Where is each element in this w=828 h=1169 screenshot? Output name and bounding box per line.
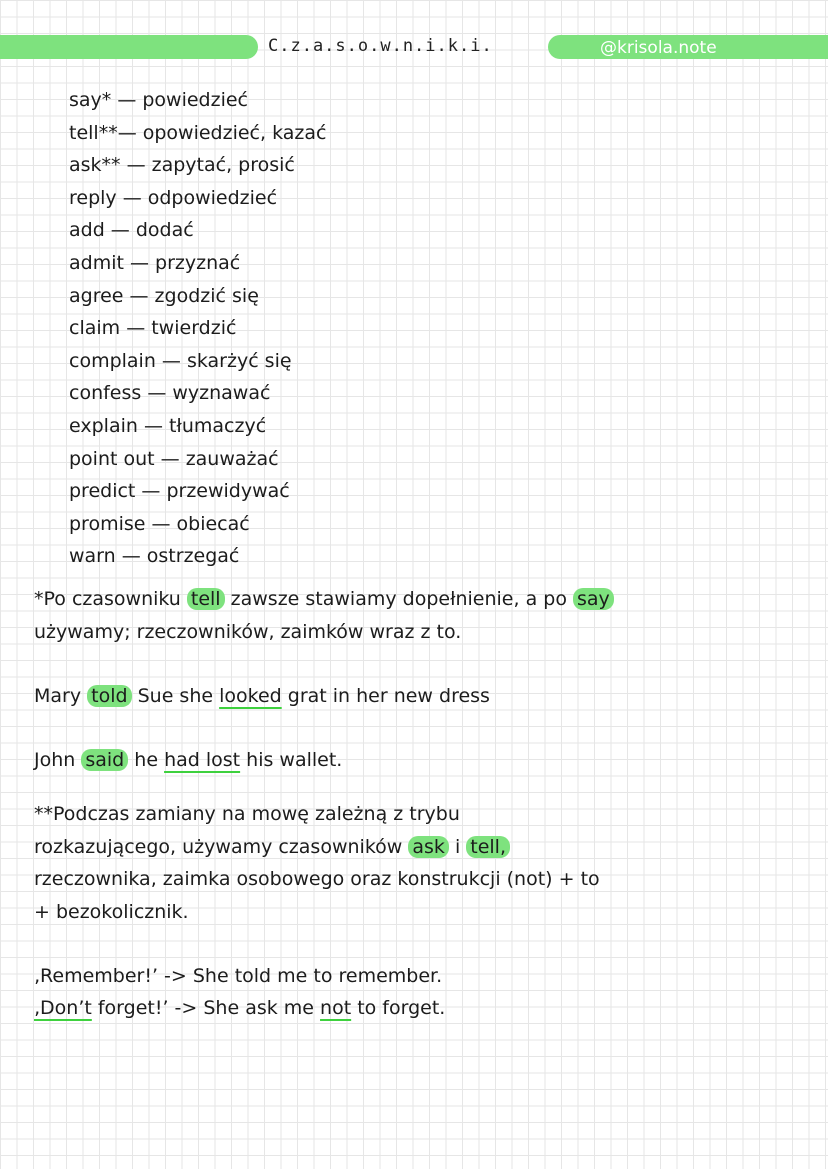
header-bar-left [0, 35, 258, 59]
highlight-told: told [87, 685, 131, 707]
vocab-item: warn — ostrzegać [69, 545, 240, 568]
vocab-item: promise — obiecać [69, 512, 250, 535]
underline-not: not [320, 997, 352, 1019]
page-title: C.z.a.s.o.w.n.i.k.i. [268, 36, 493, 56]
vocab-item: admit — przyznać [69, 251, 241, 274]
author-handle: @krisola.note [600, 38, 717, 58]
highlight-tell: tell [187, 588, 225, 610]
vocab-item: agree — zgodzić się [69, 284, 259, 307]
vocab-item: say* — powiedzieć [69, 89, 249, 111]
note-say-tell: *Po czasowniku tell zawsze stawiamy dopełnienie, a po say używamy; rzeczowników, zaimków wraz z to. [34, 583, 614, 648]
highlight-tell-2: tell, [466, 836, 510, 858]
vocab-item: claim — twierdzić [69, 317, 237, 340]
highlight-ask: ask [408, 836, 449, 858]
vocab-item: explain — tłumaczyć [69, 414, 267, 437]
example-dont-forget: ‚Don’t forget!’ -> She ask me not to forget. [34, 997, 446, 1019]
vocab-list [69, 84, 326, 573]
vocab-item: ask** — zapytać, prosić [69, 154, 295, 177]
vocab-item: point out — zauważać [69, 447, 279, 470]
example-remember: ‚Remember!’ -> She told me to remember. [34, 965, 443, 987]
highlight-say: say [573, 588, 614, 610]
vocab-item: confess — wyznawać [69, 382, 271, 405]
vocab-item: reply — odpowiedzieć [69, 186, 278, 209]
underline-looked: looked [219, 685, 282, 707]
example-said: John said he had lost his wallet. [34, 749, 343, 771]
vocab-item: tell**— opowiedzieć, kazać [69, 121, 327, 144]
note-imperative: **Podczas zamiany na mowę zależną z trybu rozkazującego, używamy czasowników ask i tell, rzeczownika, zaimka osobowego oraz konstrukcji (not) + to + bezokolicznik. [34, 803, 600, 923]
vocab-item: complain — skarżyć się [69, 349, 292, 372]
highlight-said: said [81, 749, 128, 771]
example-told: Mary told Sue she looked grat in her new dress [34, 685, 490, 707]
vocab-item: predict — przewidywać [69, 480, 290, 503]
underline-had-lost: had lost [164, 749, 241, 771]
vocab-item: add — dodać [69, 219, 194, 242]
underline-dont: ‚Don’t [34, 997, 92, 1019]
